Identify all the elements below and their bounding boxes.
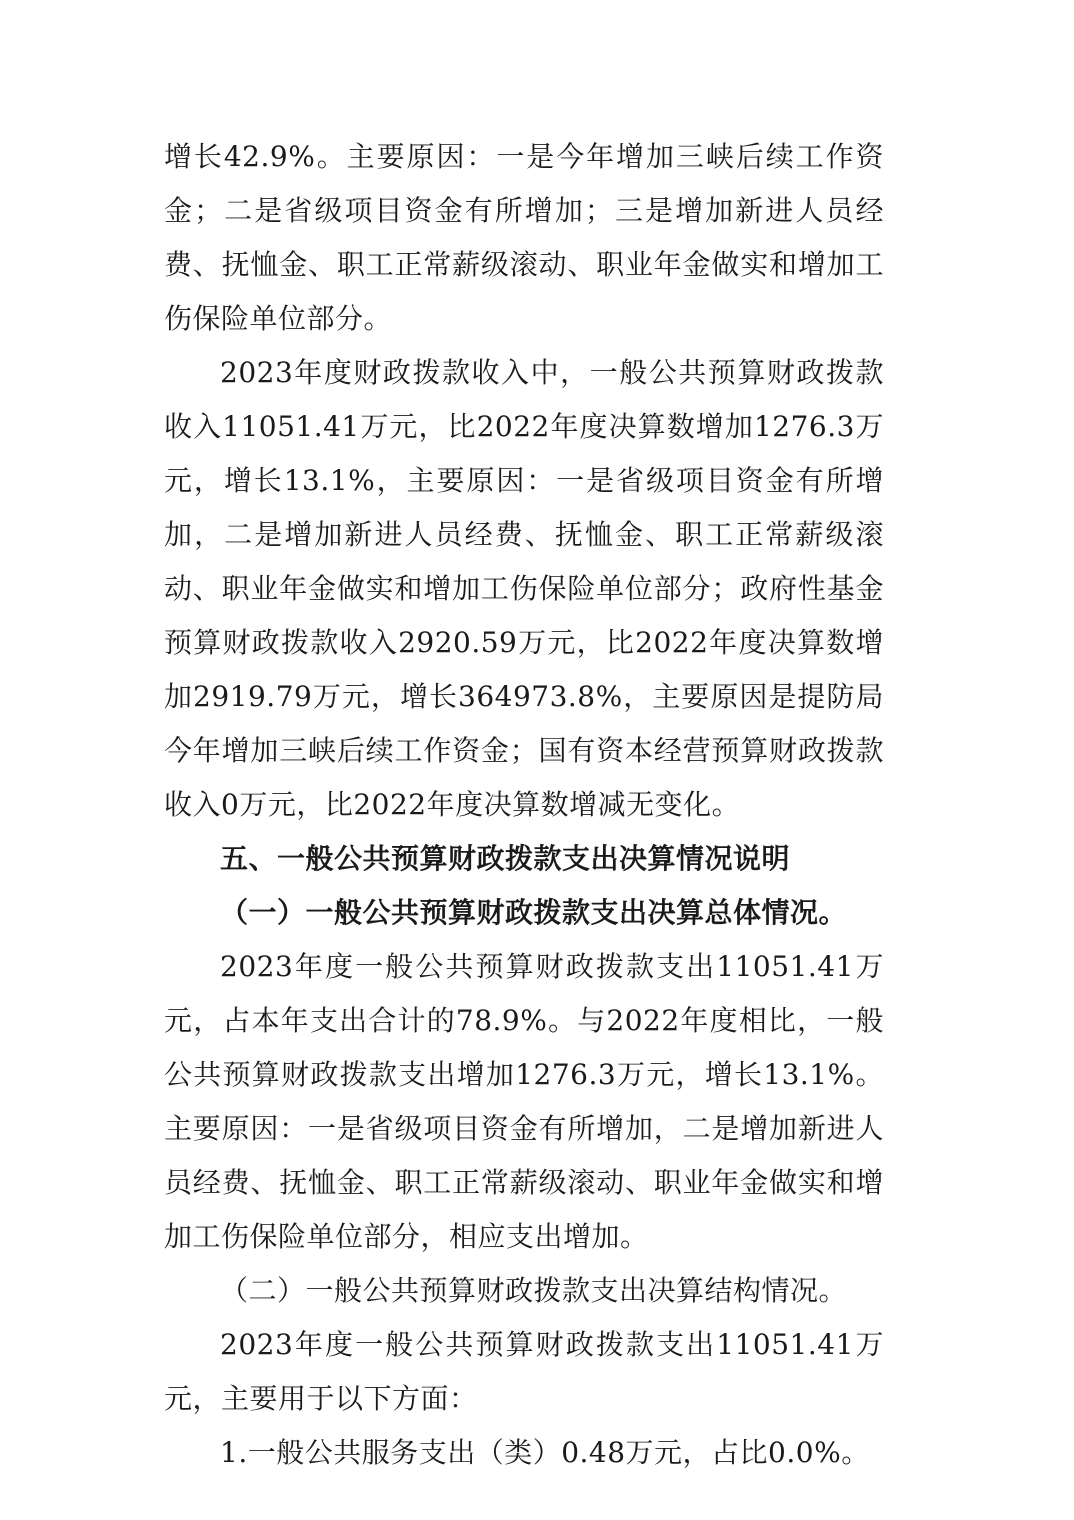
subsection-heading-structure: （二）一般公共预算财政拨款支出决算结构情况。 [220,1274,848,1307]
section-heading: 五、一般公共预算财政拨款支出决算情况说明 [220,842,791,875]
subsection-heading-overall: （一）一般公共预算财政拨款支出决算总体情况。 [220,896,848,929]
document-page [164,130,884,1480]
paragraph-structure-intro: 2023年度一般公共预算财政拨款支出11051.41万元，主要用于以下方面： [164,1328,884,1415]
paragraph-item-1: 1.一般公共服务支出（类）0.48万元，占比0.0%。 [220,1436,870,1469]
paragraph-growth-reasons: 增长42.9%。主要原因：一是今年增加三峡后续工作资金；二是省级项目资金有所增加；三是增加新进人员经费、抚恤金、职工正常薪级滚动、职业年金做实和增加工伤保险单位部分。 [164,140,884,335]
paragraph-appropriation-income: 2023年度财政拨款收入中，一般公共预算财政拨款收入11051.41万元，比2022年度决算数增加1276.3万元，增长13.1%，主要原因：一是省级项目资金有所增加，二是增加新进人员经费、抚恤金、职工正常薪级滚动、职业年金做实和增加工伤保险单位部分；政府性基金预算财政拨款收入2920.59万元，比2022年度决算数增加2919.79万元，增长364973.8%，主要原因是提防局今年增加三峡后续工作资金；国有资本经营预算财政拨款收入0万元，比2022年度决算数增减无变化。 [164,356,884,821]
paragraph-overall-expenditure: 2023年度一般公共预算财政拨款支出11051.41万元，占本年支出合计的78.9%。与2022年度相比，一般公共预算财政拨款支出增加1276.3万元，增长13.1%。主要原因：一是省级项目资金有所增加，二是增加新进人员经费、抚恤金、职工正常薪级滚动、职业年金做实和增加工伤保险单位部分，相应支出增加。 [164,950,884,1253]
